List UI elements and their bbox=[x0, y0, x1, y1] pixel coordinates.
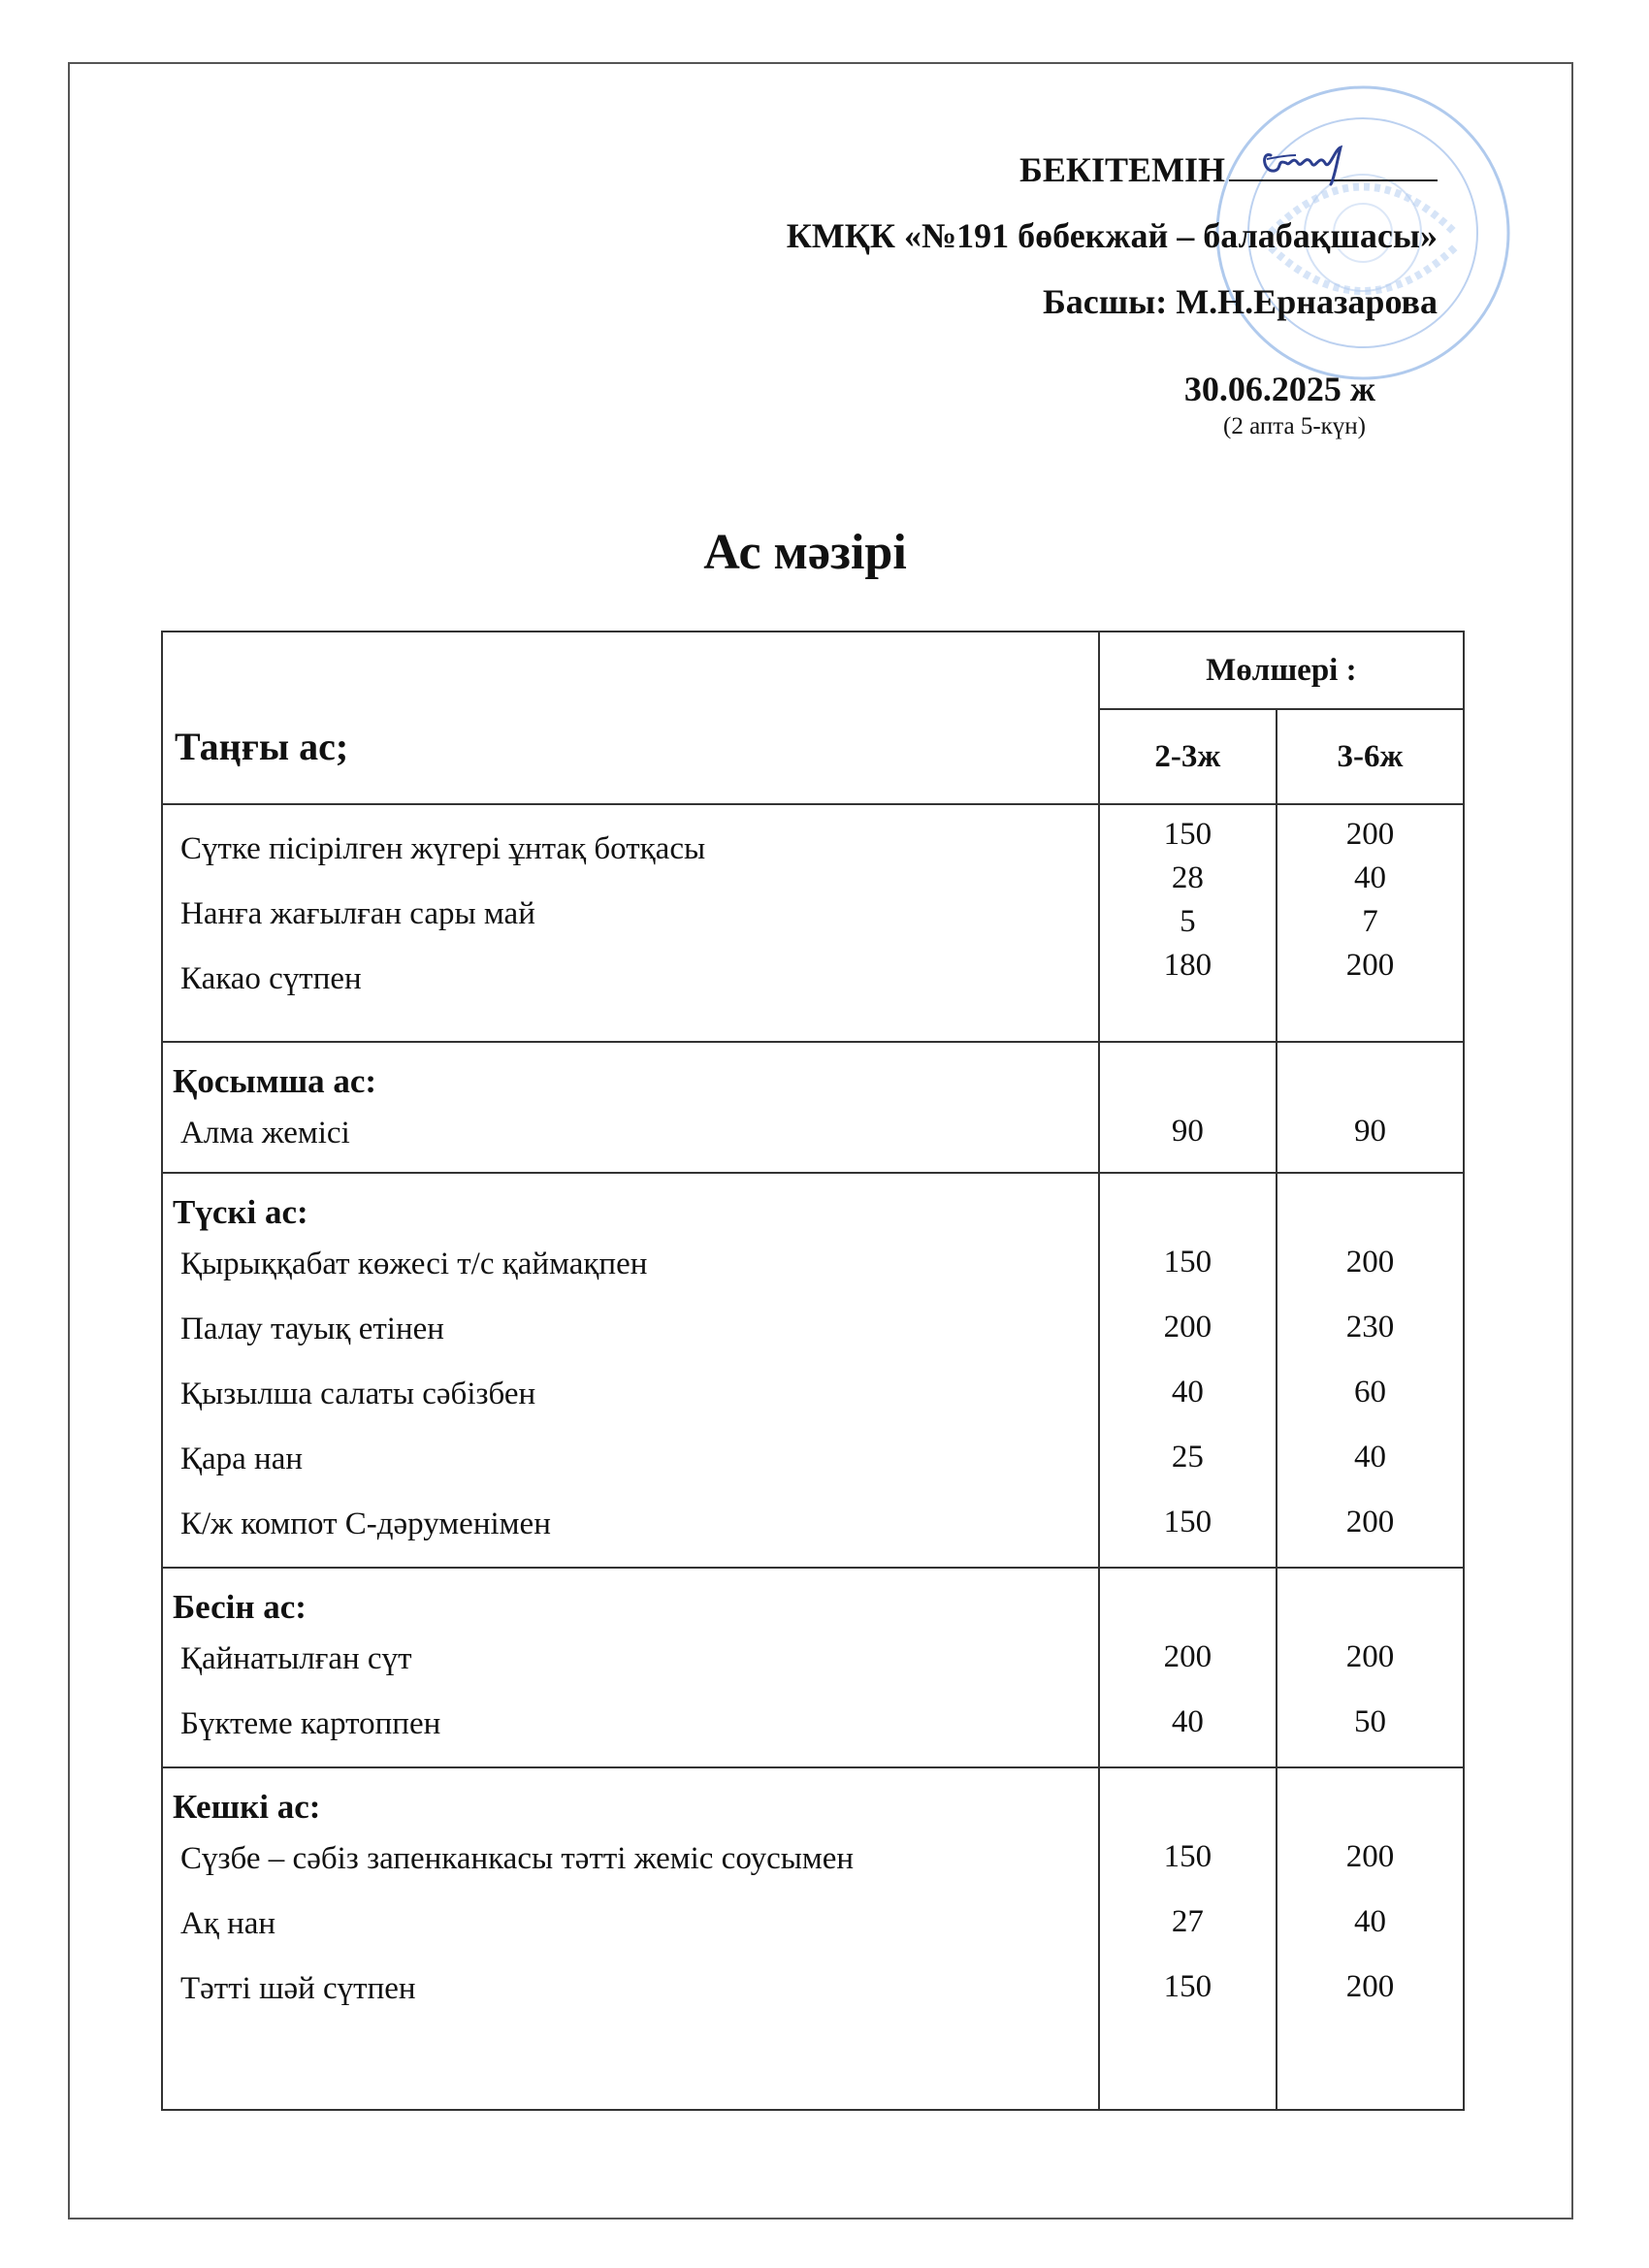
head-name: Басшы: М.Н.Ерназарова bbox=[1042, 282, 1438, 321]
breakfast-header: Таңғы ас; bbox=[162, 632, 1099, 804]
dish: К/ж компот С-дәруменімен bbox=[180, 1507, 551, 1541]
extra-dishes bbox=[162, 1042, 1099, 1173]
amount-value: 150 bbox=[1163, 1969, 1212, 2004]
lunch-section bbox=[162, 1173, 1464, 1568]
afternoon-age1 bbox=[1099, 1568, 1277, 1767]
organization-name: КМҚК «№191 бөбекжай – балабақшасы» bbox=[786, 216, 1438, 255]
age-3-6-header: 3-6ж bbox=[1277, 709, 1464, 804]
dish: Қайнатылған сүт bbox=[180, 1641, 412, 1676]
dish: Алма жемісі bbox=[180, 1116, 350, 1150]
afternoon-age2 bbox=[1277, 1568, 1464, 1767]
amount-value: 7 bbox=[1362, 904, 1378, 939]
approval-date: 30.06.2025 ж bbox=[1183, 370, 1375, 408]
section-label: Кешкі ас: bbox=[173, 1788, 321, 1826]
dish: Бүктеме картоппен bbox=[180, 1706, 441, 1741]
dinner-age1 bbox=[1099, 1767, 1277, 2110]
dish: Нанға жағылған сары май bbox=[180, 896, 535, 931]
amount-value: 200 bbox=[1345, 948, 1395, 983]
amount-header: Мөлшері : bbox=[1099, 632, 1464, 709]
dish: Қызылша салаты сәбізбен bbox=[180, 1377, 536, 1411]
amount-value: 150 bbox=[1163, 1505, 1212, 1539]
amount-value: 200 bbox=[1345, 1245, 1395, 1280]
amount-value: 150 bbox=[1163, 1839, 1212, 1874]
dinner-age2 bbox=[1277, 1767, 1464, 2110]
extra-age1 bbox=[1099, 1042, 1277, 1173]
week-day-note: (2 апта 5-күн) bbox=[1223, 413, 1366, 439]
dinner-dishes bbox=[162, 1767, 1099, 2110]
amount-value: 150 bbox=[1163, 817, 1212, 852]
amount-value: 28 bbox=[1171, 860, 1204, 895]
amount-value: 200 bbox=[1163, 1310, 1212, 1345]
amount-value: 40 bbox=[1171, 1704, 1204, 1739]
amount-value: 40 bbox=[1354, 1440, 1386, 1474]
dinner-section bbox=[162, 1767, 1464, 2110]
amount-value: 50 bbox=[1354, 1704, 1386, 1739]
dish: Сүтке пісірілген жүгері ұнтақ ботқасы bbox=[180, 831, 706, 866]
lunch-age2 bbox=[1277, 1173, 1464, 1568]
amount-value: 40 bbox=[1171, 1375, 1204, 1409]
amount-value: 200 bbox=[1345, 1969, 1395, 2004]
afternoon-dishes bbox=[162, 1568, 1099, 1767]
amount-value: 200 bbox=[1345, 817, 1395, 852]
breakfast-section bbox=[162, 804, 1464, 1042]
amount-value: 27 bbox=[1171, 1904, 1204, 1939]
extra-age2 bbox=[1277, 1042, 1464, 1173]
amount-value: 25 bbox=[1171, 1440, 1204, 1474]
breakfast-age2 bbox=[1277, 804, 1464, 1042]
amount-value: 90 bbox=[1171, 1114, 1204, 1149]
lunch-dishes bbox=[162, 1173, 1099, 1568]
amount-value: 200 bbox=[1345, 1639, 1395, 1674]
amount-value: 200 bbox=[1345, 1505, 1395, 1539]
amount-value: 90 bbox=[1354, 1114, 1386, 1149]
dish: Палау тауық етінен bbox=[180, 1312, 444, 1346]
dish: Қырыққабат көжесі т/с қаймақпен bbox=[180, 1247, 648, 1281]
section-label: Бесін ас: bbox=[173, 1588, 307, 1626]
amount-value: 60 bbox=[1354, 1375, 1386, 1409]
section-label: Түскі ас: bbox=[173, 1193, 308, 1231]
dish: Сүзбе – сәбіз запенканкасы тәтті жеміс соусымен bbox=[180, 1841, 855, 1876]
afternoon-section bbox=[162, 1568, 1464, 1767]
menu-table bbox=[161, 631, 1465, 2111]
dish: Какао сүтпен bbox=[180, 961, 362, 996]
amount-value: 5 bbox=[1180, 904, 1196, 939]
amount-value: 150 bbox=[1163, 1245, 1212, 1280]
approve-label: БЕКІТЕМІН bbox=[1019, 150, 1225, 189]
breakfast-age1 bbox=[1099, 804, 1277, 1042]
lunch-age1 bbox=[1099, 1173, 1277, 1568]
amount-value: 40 bbox=[1354, 1904, 1386, 1939]
dish: Ақ нан bbox=[180, 1906, 276, 1941]
section-label: Қосымша ас: bbox=[173, 1062, 377, 1100]
age-2-3-header: 2-3ж bbox=[1099, 709, 1277, 804]
breakfast-dishes bbox=[162, 804, 1099, 1042]
amount-value: 200 bbox=[1163, 1639, 1212, 1674]
amount-value: 180 bbox=[1163, 948, 1212, 983]
dish: Қара нан bbox=[180, 1442, 304, 1476]
amount-value: 40 bbox=[1354, 860, 1386, 895]
extra-section bbox=[162, 1042, 1464, 1173]
signature-icon bbox=[1257, 134, 1354, 187]
page-title: Ас мәзірі bbox=[703, 525, 907, 580]
dish: Тәтті шәй сүтпен bbox=[180, 1971, 416, 2006]
amount-value: 230 bbox=[1345, 1310, 1395, 1345]
amount-value: 200 bbox=[1345, 1839, 1395, 1874]
approve-line bbox=[1019, 149, 1438, 190]
